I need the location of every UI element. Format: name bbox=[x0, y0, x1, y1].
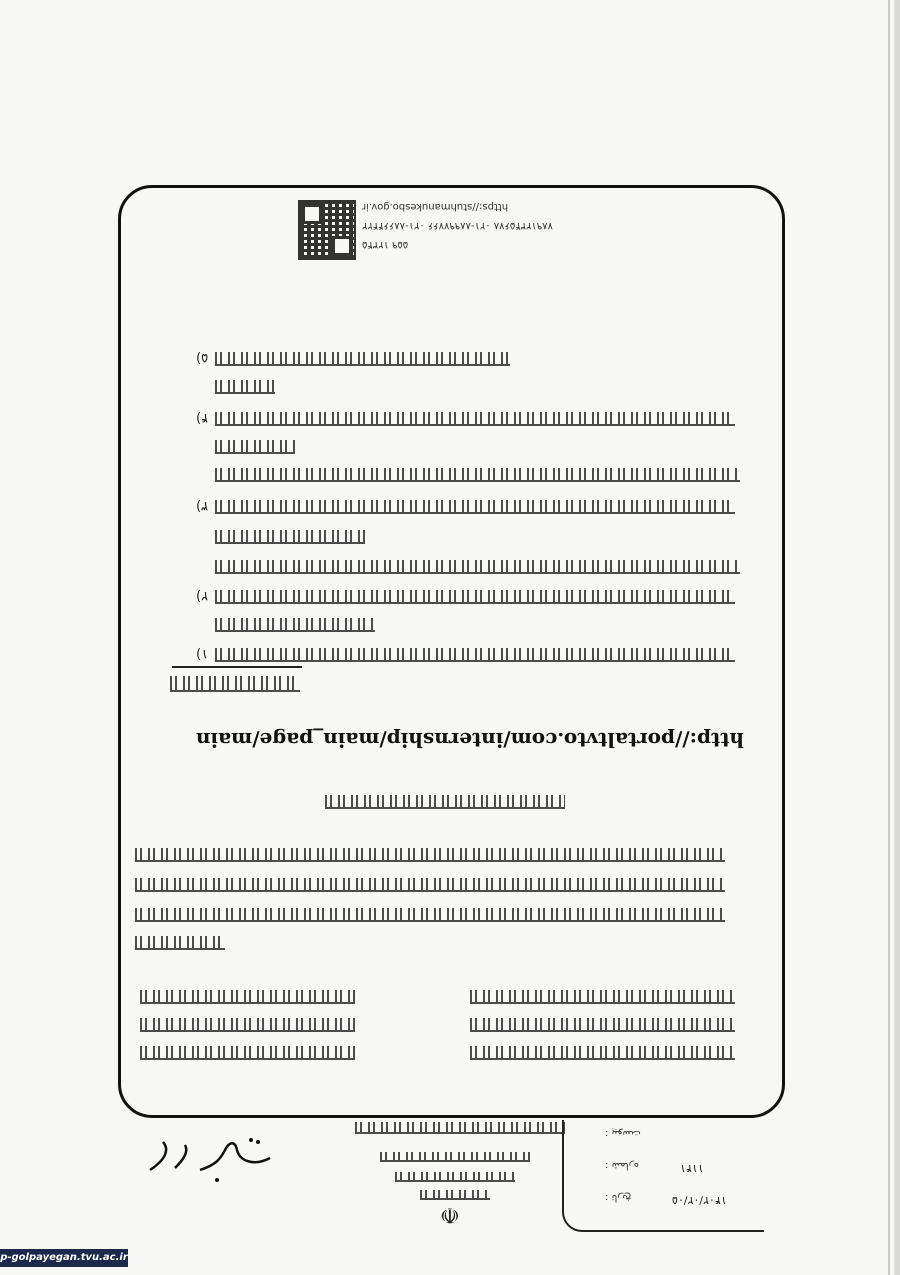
item-5-number: ۵) bbox=[196, 350, 209, 365]
item-2-number: ۲) bbox=[196, 588, 209, 603]
subheading bbox=[325, 795, 565, 809]
page-edge-line bbox=[888, 0, 890, 1275]
org-name-line-2 bbox=[380, 1152, 530, 1162]
org-name-line-3 bbox=[395, 1172, 515, 1182]
item-3-text bbox=[215, 500, 735, 514]
item-1-number: ۱) bbox=[196, 646, 209, 661]
attach-label: پیوست : bbox=[605, 1128, 641, 1139]
item-1-text bbox=[215, 648, 735, 662]
date-value: ۱۴۰۲/۰۲/۰۵ bbox=[672, 1194, 727, 1207]
header-phones: ۷۸۹۱۲۳۴۵۶۷۸ ۰۲۱-۸۸۹۹۷۷۶۶ ۰۲۱-۸۸۶۶۴۴۲۲ bbox=[362, 220, 553, 231]
item-2-text-2 bbox=[215, 618, 375, 632]
recipient-right-1 bbox=[470, 990, 735, 1004]
item-4-text-3 bbox=[215, 468, 740, 482]
paragraph-line-3 bbox=[135, 908, 725, 922]
date-label: تاریخ : bbox=[605, 1192, 632, 1203]
paragraph-line-2 bbox=[135, 878, 725, 892]
handwritten-signature bbox=[145, 1130, 275, 1185]
recipient-left-2 bbox=[140, 1018, 355, 1032]
number-value: ۱۱۴۱ bbox=[680, 1162, 704, 1175]
paragraph-line-1 bbox=[135, 848, 725, 862]
item-4-text-2 bbox=[215, 440, 295, 454]
paragraph-line-4 bbox=[135, 936, 225, 950]
recipient-right-2 bbox=[470, 1018, 735, 1032]
item-3-text-2 bbox=[215, 530, 365, 544]
item-5-text-2 bbox=[215, 380, 275, 394]
recipient-right-3 bbox=[470, 1046, 735, 1060]
header-code: ۵۵۹ ۱۲۳۴۵ bbox=[362, 239, 409, 250]
org-name-line-4 bbox=[420, 1190, 490, 1200]
header-url: https://stuhmanukesbo.gov.ir bbox=[362, 201, 509, 212]
item-5-text bbox=[215, 352, 510, 366]
page-edge bbox=[894, 0, 900, 1275]
number-label: شماره : bbox=[605, 1160, 639, 1171]
website-label[interactable]: p-golpayegan.tvu.ac.ir bbox=[0, 1249, 128, 1267]
recipient-left-1 bbox=[140, 990, 355, 1004]
portal-url: http://portaltvto.com/internship/main_page/main bbox=[195, 728, 745, 752]
org-name-line-1 bbox=[355, 1122, 565, 1134]
qr-code bbox=[298, 200, 356, 260]
recipient-left-3 bbox=[140, 1046, 355, 1060]
item-4-text bbox=[215, 412, 735, 426]
item-3-number: ۳) bbox=[196, 498, 209, 513]
footer-divider bbox=[562, 1120, 764, 1232]
item-3-text-3 bbox=[215, 560, 740, 574]
item-2-text bbox=[215, 590, 735, 604]
section-heading-underline bbox=[172, 666, 302, 668]
emblem-icon: ☫ bbox=[440, 1205, 460, 1230]
item-4-number: ۴) bbox=[196, 410, 209, 425]
section-heading bbox=[170, 676, 300, 692]
